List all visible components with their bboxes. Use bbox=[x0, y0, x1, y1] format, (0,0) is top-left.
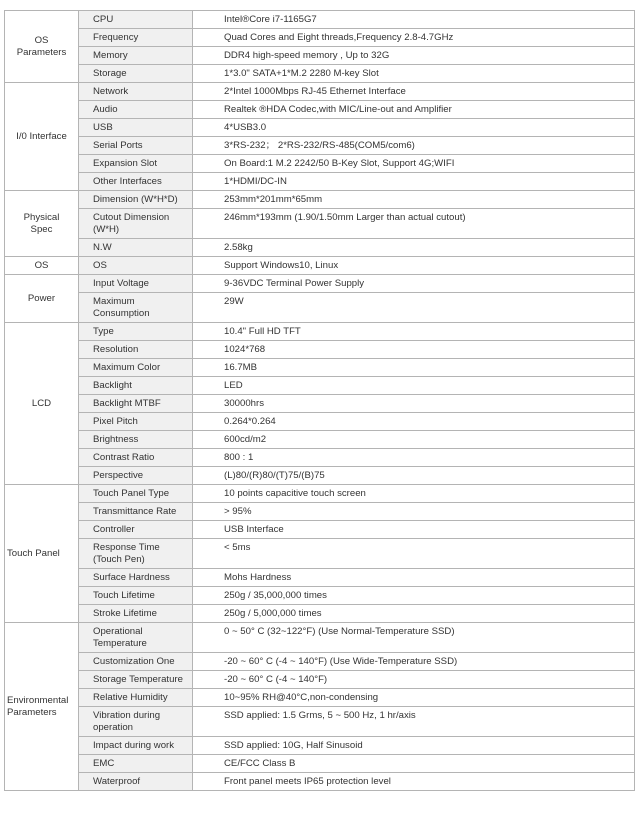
category-cell bbox=[5, 83, 79, 191]
spec-value: 10 points capacitive touch screen bbox=[193, 485, 635, 503]
spec-row bbox=[5, 605, 635, 623]
spec-value: < 5ms bbox=[193, 539, 635, 569]
spec-key: OS bbox=[79, 257, 193, 275]
spec-row bbox=[5, 155, 635, 173]
category-label: OS bbox=[34, 259, 49, 271]
spec-key: Resolution bbox=[79, 341, 193, 359]
spec-value: (L)80/(R)80/(T)75/(B)75 bbox=[193, 467, 635, 485]
spec-key: Network bbox=[79, 83, 193, 101]
spec-row bbox=[5, 569, 635, 587]
spec-key: Response Time (Touch Pen) bbox=[79, 539, 193, 569]
spec-row bbox=[5, 323, 635, 341]
spec-key: N.W bbox=[79, 239, 193, 257]
spec-value: Support Windows10, Linux bbox=[193, 257, 635, 275]
spec-row bbox=[5, 707, 635, 737]
spec-key: Storage Temperature bbox=[79, 671, 193, 689]
spec-row bbox=[5, 359, 635, 377]
spec-key: Maximum Consumption bbox=[79, 293, 193, 323]
spec-value: 16.7MB bbox=[193, 359, 635, 377]
spec-row bbox=[5, 467, 635, 485]
category-label: Physical Spec bbox=[23, 211, 60, 235]
spec-table bbox=[4, 10, 635, 791]
spec-row bbox=[5, 623, 635, 653]
spec-row bbox=[5, 209, 635, 239]
spec-key: Surface Hardness bbox=[79, 569, 193, 587]
spec-value: 0 ~ 50° C (32~122°F) (Use Normal-Temperature SSD) bbox=[193, 623, 635, 653]
category-cell bbox=[5, 275, 79, 323]
spec-row bbox=[5, 341, 635, 359]
spec-value: -20 ~ 60° C (-4 ~ 140°F) (Use Wide-Temperature SSD) bbox=[193, 653, 635, 671]
spec-row bbox=[5, 83, 635, 101]
spec-value: 29W bbox=[193, 293, 635, 323]
spec-row bbox=[5, 101, 635, 119]
spec-row bbox=[5, 377, 635, 395]
spec-value: 246mm*193mm (1.90/1.50mm Larger than actual cutout) bbox=[193, 209, 635, 239]
spec-value: 4*USB3.0 bbox=[193, 119, 635, 137]
spec-value: 10~95% RH@40°C,non-condensing bbox=[193, 689, 635, 707]
spec-row bbox=[5, 485, 635, 503]
spec-value: 1024*768 bbox=[193, 341, 635, 359]
spec-value: 3*RS-232； 2*RS-232/RS-485(COM5/com6) bbox=[193, 137, 635, 155]
spec-row bbox=[5, 587, 635, 605]
spec-key: Customization One bbox=[79, 653, 193, 671]
category-cell bbox=[5, 485, 79, 623]
spec-value: LED bbox=[193, 377, 635, 395]
spec-key: Backlight bbox=[79, 377, 193, 395]
spec-key: Transmittance Rate bbox=[79, 503, 193, 521]
spec-key: CPU bbox=[79, 11, 193, 29]
spec-row bbox=[5, 431, 635, 449]
spec-key: Perspective bbox=[79, 467, 193, 485]
spec-row bbox=[5, 119, 635, 137]
spec-row bbox=[5, 773, 635, 791]
spec-value: > 95% bbox=[193, 503, 635, 521]
spec-row bbox=[5, 293, 635, 323]
spec-body bbox=[5, 11, 635, 791]
spec-key: Touch Lifetime bbox=[79, 587, 193, 605]
spec-value: Intel®Core i7-1165G7 bbox=[193, 11, 635, 29]
spec-row bbox=[5, 413, 635, 431]
spec-value: SSD applied: 1.5 Grms, 5 ~ 500 Hz, 1 hr/axis bbox=[193, 707, 635, 737]
spec-value: USB Interface bbox=[193, 521, 635, 539]
category-cell bbox=[5, 11, 79, 83]
spec-value: Front panel meets IP65 protection level bbox=[193, 773, 635, 791]
spec-value: -20 ~ 60° C (-4 ~ 140°F) bbox=[193, 671, 635, 689]
spec-key: Maximum Color bbox=[79, 359, 193, 377]
spec-row bbox=[5, 755, 635, 773]
category-cell bbox=[5, 623, 79, 791]
spec-key: Impact during work bbox=[79, 737, 193, 755]
category-label: LCD bbox=[31, 397, 52, 409]
category-label: OS Parameters bbox=[16, 34, 67, 58]
spec-row bbox=[5, 539, 635, 569]
spec-key: Touch Panel Type bbox=[79, 485, 193, 503]
spec-row bbox=[5, 173, 635, 191]
spec-key: Controller bbox=[79, 521, 193, 539]
category-label: Power bbox=[27, 292, 56, 304]
spec-value: 2*Intel 1000Mbps RJ-45 Ethernet Interface bbox=[193, 83, 635, 101]
spec-key: Operational Temperature bbox=[79, 623, 193, 653]
spec-value: 30000hrs bbox=[193, 395, 635, 413]
spec-key: Pixel Pitch bbox=[79, 413, 193, 431]
spec-row bbox=[5, 257, 635, 275]
spec-value: 600cd/m2 bbox=[193, 431, 635, 449]
spec-row bbox=[5, 239, 635, 257]
spec-key: Cutout Dimension (W*H) bbox=[79, 209, 193, 239]
spec-key: Backlight MTBF bbox=[79, 395, 193, 413]
spec-row bbox=[5, 689, 635, 707]
category-label: I/0 Interface bbox=[16, 130, 67, 142]
spec-key: USB bbox=[79, 119, 193, 137]
spec-value: 250g / 5,000,000 times bbox=[193, 605, 635, 623]
spec-row bbox=[5, 503, 635, 521]
spec-row bbox=[5, 47, 635, 65]
spec-row bbox=[5, 449, 635, 467]
spec-value: 10.4" Full HD TFT bbox=[193, 323, 635, 341]
category-cell bbox=[5, 191, 79, 257]
spec-key: Contrast Ratio bbox=[79, 449, 193, 467]
category-label: Environmental Parameters bbox=[7, 694, 69, 718]
spec-value: 1*3.0" SATA+1*M.2 2280 M-key Slot bbox=[193, 65, 635, 83]
spec-row bbox=[5, 521, 635, 539]
spec-key: Other Interfaces bbox=[79, 173, 193, 191]
spec-value: 250g / 35,000,000 times bbox=[193, 587, 635, 605]
spec-row bbox=[5, 191, 635, 209]
spec-key: Dimension (W*H*D) bbox=[79, 191, 193, 209]
spec-row bbox=[5, 65, 635, 83]
spec-row bbox=[5, 275, 635, 293]
spec-value: On Board:1 M.2 2242/50 B-Key Slot, Support 4G;WIFI bbox=[193, 155, 635, 173]
spec-key: EMC bbox=[79, 755, 193, 773]
spec-value: 9-36VDC Terminal Power Supply bbox=[193, 275, 635, 293]
spec-value: 0.264*0.264 bbox=[193, 413, 635, 431]
spec-value: Mohs Hardness bbox=[193, 569, 635, 587]
spec-row bbox=[5, 395, 635, 413]
spec-key: Audio bbox=[79, 101, 193, 119]
spec-key: Storage bbox=[79, 65, 193, 83]
spec-row bbox=[5, 653, 635, 671]
spec-row bbox=[5, 137, 635, 155]
spec-row bbox=[5, 11, 635, 29]
spec-value: 2.58kg bbox=[193, 239, 635, 257]
spec-row bbox=[5, 737, 635, 755]
spec-row bbox=[5, 671, 635, 689]
category-cell bbox=[5, 257, 79, 275]
spec-value: DDR4 high-speed memory , Up to 32G bbox=[193, 47, 635, 65]
spec-row bbox=[5, 29, 635, 47]
spec-value: 253mm*201mm*65mm bbox=[193, 191, 635, 209]
spec-key: Type bbox=[79, 323, 193, 341]
spec-key: Waterproof bbox=[79, 773, 193, 791]
spec-value: Realtek ®HDA Codec,with MIC/Line-out and Amplifier bbox=[193, 101, 635, 119]
spec-value: SSD applied: 10G, Half Sinusoid bbox=[193, 737, 635, 755]
spec-value: 1*HDMI/DC-IN bbox=[193, 173, 635, 191]
spec-key: Brightness bbox=[79, 431, 193, 449]
spec-key: Stroke Lifetime bbox=[79, 605, 193, 623]
spec-key: Memory bbox=[79, 47, 193, 65]
spec-key: Serial Ports bbox=[79, 137, 193, 155]
spec-key: Frequency bbox=[79, 29, 193, 47]
spec-key: Relative Humidity bbox=[79, 689, 193, 707]
spec-value: Quad Cores and Eight threads,Frequency 2.8-4.7GHz bbox=[193, 29, 635, 47]
category-cell bbox=[5, 323, 79, 485]
spec-key: Input Voltage bbox=[79, 275, 193, 293]
category-label: Touch Panel bbox=[7, 547, 60, 559]
spec-key: Vibration during operation bbox=[79, 707, 193, 737]
spec-value: CE/FCC Class B bbox=[193, 755, 635, 773]
spec-value: 800 : 1 bbox=[193, 449, 635, 467]
spec-key: Expansion Slot bbox=[79, 155, 193, 173]
